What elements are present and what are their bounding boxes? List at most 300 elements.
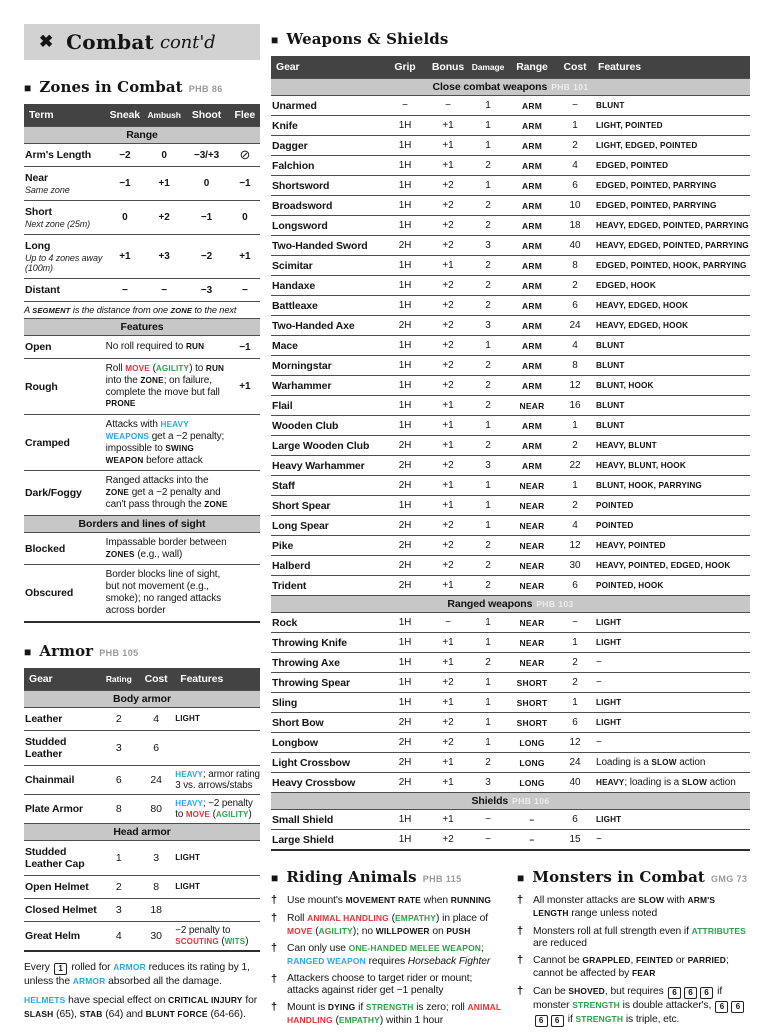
weapon-gear-cell: Two-Handed Axe <box>272 319 355 332</box>
zone-range-row <box>24 235 260 279</box>
zone-feature-mod: −1 <box>239 341 251 353</box>
weapon-range-cell: NEAR <box>519 520 545 531</box>
keyword: ZONE <box>105 488 130 498</box>
armor-gear-cell: Plate Armor <box>25 802 84 815</box>
weapon-bonus-cell: +2 <box>442 220 454 231</box>
keyword: ARMOR <box>113 961 146 972</box>
weapon-damage-cell: 1 <box>485 180 491 191</box>
keyword: HEAVY <box>175 798 204 808</box>
keyword: SLOW <box>638 895 665 905</box>
weapon-range-cell: NEAR <box>519 580 545 591</box>
keyword: EDGED, POINTED, HOOK, PARRYING <box>596 261 747 270</box>
weapon-row <box>271 673 750 693</box>
keyword: HEAVY, EDGED, POINTED, PARRYING <box>596 241 749 250</box>
keyword: RUNNING <box>450 895 492 905</box>
armor-gear-cell: Leather <box>25 712 63 725</box>
weapon-range-cell: ARM <box>522 260 542 271</box>
weapon-cost-cell: 40 <box>569 777 581 788</box>
weapon-bonus-cell: +2 <box>442 677 454 688</box>
weapon-range-cell: ARM <box>522 220 542 231</box>
weapon-range-cell: ARM <box>522 100 542 111</box>
weapon-damage-cell: 2 <box>485 260 491 271</box>
weapon-damage-cell: 2 <box>485 440 491 451</box>
section-square-icon: ■ <box>271 33 279 47</box>
weapons-col-gear: Gear <box>271 56 383 79</box>
riding-heading-text: Riding Animals <box>286 868 417 886</box>
weapon-cost-cell: 22 <box>569 460 581 471</box>
weapon-row <box>271 96 750 116</box>
weapon-range-cell: SHORT <box>516 697 548 708</box>
weapon-cost-cell: − <box>572 100 578 111</box>
weapon-cost-cell: 8 <box>572 360 578 371</box>
weapon-bonus-cell: +2 <box>442 717 454 728</box>
weapon-cost-cell: 4 <box>572 340 578 351</box>
keyword: LIGHT <box>596 618 622 627</box>
armor-subheader <box>24 690 260 707</box>
zone-modifier-cell: − <box>241 284 248 296</box>
zones-col-flee: Flee <box>230 104 260 127</box>
weapon-row <box>271 376 750 396</box>
weapon-bonus-cell: +2 <box>442 300 454 311</box>
armor-gear-cell: Studded Leather <box>25 735 67 760</box>
weapon-damage-cell: 1 <box>485 500 491 511</box>
weapon-row <box>271 713 750 733</box>
weapon-features-cell <box>593 713 750 733</box>
weapon-bonus-cell: +1 <box>442 697 454 708</box>
weapon-cost-cell: 2 <box>572 500 578 511</box>
weapon-bonus-cell: +2 <box>442 380 454 391</box>
zone-modifier-cell: 0 <box>161 149 167 161</box>
weapon-grip-cell: 2H <box>398 560 412 571</box>
bullet-text: Cannot be GRAPPLED, FEINTED or PARRIED; cannot be affected by FEAR <box>533 955 729 979</box>
weapon-bonus-cell: +1 <box>442 580 454 591</box>
armor-section-heading <box>24 642 260 660</box>
keyword: EMPATHY <box>394 912 437 923</box>
weapon-features-cell <box>593 116 750 136</box>
weapons-col-grip: Grip <box>383 56 427 79</box>
weapon-gear-cell: Longsword <box>272 219 328 232</box>
weapon-damage-cell: 2 <box>485 380 491 391</box>
bullet-item <box>517 894 750 920</box>
weapon-row <box>271 753 750 773</box>
armor-col-gear: Gear <box>24 668 101 691</box>
armor-gear-cell: Studded Leather Cap <box>25 845 85 870</box>
weapon-cost-cell: 6 <box>572 300 578 311</box>
zone-modifier-cell: − <box>161 284 168 296</box>
armor-header-row <box>24 668 260 691</box>
dagger-bullet-icon: † <box>271 894 278 906</box>
keyword: LIGHT, EDGED, POINTED <box>596 141 698 150</box>
page-title-suffix: cont'd <box>159 31 216 53</box>
weapon-grip-cell: 2H <box>398 460 412 471</box>
keyword: WITS <box>224 936 246 946</box>
keyword: RUN <box>205 364 225 373</box>
keyword: RANGED WEAPON <box>287 956 366 966</box>
keyword: RUN <box>185 342 205 352</box>
weapon-range-cell: NEAR <box>519 540 545 551</box>
weapon-damage-cell: 1 <box>485 340 491 351</box>
zones-heading-text: Zones in Combat <box>39 78 183 96</box>
keyword: BLUNT <box>596 361 625 370</box>
weapons-subheader-label: Shields <box>471 795 509 807</box>
riding-page-ref: PHB 115 <box>422 874 462 884</box>
keyword: AGILITY <box>215 809 249 819</box>
weapon-range-cell: NEAR <box>519 480 545 491</box>
weapon-gear-cell: Throwing Spear <box>272 676 350 689</box>
weapons-subheader-ref: PHB 103 <box>536 599 574 609</box>
weapon-cost-cell: 8 <box>572 260 578 271</box>
keyword: BLUNT <box>596 401 625 410</box>
weapon-range-cell: NEAR <box>519 617 545 628</box>
section-square-icon: ■ <box>24 81 32 95</box>
bullet-item <box>271 973 504 997</box>
weapon-features-cell <box>593 416 750 436</box>
dagger-bullet-icon: † <box>517 924 524 937</box>
weapons-col-cost: Cost <box>557 56 593 79</box>
armor-features-cell: −2 penalty to SCOUTING (WITS) <box>175 924 249 947</box>
weapon-grip-cell: 1H <box>398 380 412 391</box>
weapon-features-cell <box>593 536 750 556</box>
zone-feature-mod <box>230 415 260 471</box>
weapon-range-cell: NEAR <box>519 560 545 571</box>
armor-rating-cell: 2 <box>115 880 122 893</box>
bottom-sections <box>271 868 750 1032</box>
left-column <box>24 24 260 1032</box>
keyword: ANIMAL HANDLING <box>307 912 389 923</box>
monsters-section <box>517 868 750 1032</box>
keyword: BLUNT FORCE <box>145 1008 208 1019</box>
zone-term-cell <box>24 235 105 279</box>
weapons-col-features: Features <box>593 56 750 79</box>
weapons-subheader-label: Ranged weapons <box>447 598 533 610</box>
zone-term-cell <box>24 201 105 235</box>
no-flee-prohibited-icon: ⊘ <box>239 147 251 162</box>
weapon-damage-cell: 1 <box>485 100 491 111</box>
zone-modifier-cell: 0 <box>242 212 248 223</box>
keyword: HEAVY, EDGED, POINTED, PARRYING <box>596 221 749 230</box>
armor-table-head <box>24 668 260 691</box>
weapon-damage-cell: 3 <box>485 777 491 788</box>
zone-feature-mod: +1 <box>239 381 251 393</box>
right-column <box>271 24 750 1032</box>
weapon-row <box>271 496 750 516</box>
zones-table <box>24 104 260 623</box>
armor-table-body <box>24 690 260 951</box>
zones-range-subheader-label: Range <box>126 129 158 141</box>
zones-page-ref: PHB 86 <box>188 84 223 94</box>
zone-feature-row <box>24 565 260 622</box>
zone-feature-mod <box>230 565 260 622</box>
armor-features-cell <box>175 898 260 921</box>
armor-features-cell <box>175 875 260 898</box>
weapon-features-cell <box>593 436 750 456</box>
zones-borders-subheader-cell <box>24 515 260 532</box>
zones-range-subheader-cell <box>24 127 260 144</box>
weapons-subheader-ref: PHB 106 <box>512 796 550 806</box>
weapon-features-cell: − <box>596 677 602 688</box>
zone-modifier-cell: − <box>121 284 128 296</box>
weapon-gear-cell: Handaxe <box>272 279 316 292</box>
weapon-features-cell <box>593 376 750 396</box>
armor-notes <box>24 961 260 1022</box>
weapon-row <box>271 236 750 256</box>
weapons-table <box>271 56 750 851</box>
weapon-damage-cell: 2 <box>485 200 491 211</box>
keyword: HEAVY, POINTED, EDGED, HOOK <box>596 561 731 570</box>
keyword: MOVE <box>287 925 313 936</box>
armor-subheader-label: Head armor <box>113 825 171 838</box>
zone-modifier-cell: +1 <box>119 251 131 262</box>
armor-rating-cell: 3 <box>115 903 122 916</box>
weapon-grip-cell: 1H <box>398 360 412 371</box>
armor-col-rating: Rating <box>101 668 137 691</box>
weapon-range-cell: ARM <box>522 200 542 211</box>
weapon-gear-cell: Throwing Knife <box>272 636 348 649</box>
weapon-damage-cell: 2 <box>485 300 491 311</box>
weapon-features-cell <box>593 556 750 576</box>
zones-borders-subheader-label: Borders and lines of sight <box>78 517 206 530</box>
weapon-features-cell: HEAVY; loading is a SLOW action <box>596 777 736 788</box>
keyword: HEAVY, BLUNT, HOOK <box>596 461 686 470</box>
weapon-features-cell <box>593 176 750 196</box>
weapon-bonus-cell: +2 <box>442 540 454 551</box>
keyword: BLUNT <box>596 421 625 430</box>
monsters-section-heading <box>517 868 750 886</box>
weapon-bonus-cell: +2 <box>442 340 454 351</box>
weapon-gear-cell: Sling <box>272 696 298 709</box>
armor-rating-cell: 6 <box>115 773 122 786</box>
weapon-range-cell: − <box>529 814 535 825</box>
weapon-row <box>271 456 750 476</box>
weapon-grip-cell: 2H <box>398 757 412 768</box>
weapons-header-row <box>271 56 750 79</box>
weapon-cost-cell: 15 <box>569 834 581 845</box>
keyword: MOVE <box>185 809 211 819</box>
keyword: BLUNT, HOOK, PARRYING <box>596 481 702 490</box>
armor-row <box>24 921 260 951</box>
weapon-range-cell: ARM <box>522 320 542 331</box>
weapon-row <box>271 396 750 416</box>
zone-term-name: Short <box>25 206 52 218</box>
weapon-range-cell: ARM <box>522 180 542 191</box>
keyword: BLUNT <box>596 341 625 350</box>
keyword: STRENGTH <box>365 1002 414 1012</box>
zone-feature-desc: Impassable border between ZONES (e.g., wall) <box>105 536 227 560</box>
keyword: LIGHT <box>596 638 622 647</box>
weapon-cost-cell: 24 <box>569 757 581 768</box>
zone-feature-row <box>24 471 260 515</box>
keyword: WILLPOWER <box>375 925 430 936</box>
weapon-bonus-cell: +1 <box>442 657 454 668</box>
zone-feature-term: Cramped <box>25 436 70 449</box>
zone-term-sub: Same zone <box>25 185 70 195</box>
weapon-row <box>271 576 750 596</box>
weapon-grip-cell: − <box>402 100 408 111</box>
keyword: ARM'S LENGTH <box>533 895 716 918</box>
weapon-cost-cell: 12 <box>569 737 581 748</box>
weapon-gear-cell: Large Shield <box>272 833 334 846</box>
weapon-grip-cell: 1H <box>398 637 412 648</box>
weapon-cost-cell: 12 <box>569 380 581 391</box>
zone-modifier-cell: +1 <box>158 178 170 189</box>
weapon-grip-cell: 2H <box>398 520 412 531</box>
zones-table-body <box>24 127 260 622</box>
zone-modifier-cell: 0 <box>122 212 128 223</box>
weapon-grip-cell: 2H <box>398 480 412 491</box>
weapon-bonus-cell: +2 <box>442 460 454 471</box>
weapon-gear-cell: Throwing Axe <box>272 656 340 669</box>
keyword: ZONE <box>140 375 164 385</box>
keyword: LIGHT <box>596 815 622 824</box>
weapon-range-cell: ARM <box>522 420 542 431</box>
keyword: HEAVY, POINTED <box>596 541 666 550</box>
weapon-bonus-cell: +1 <box>442 400 454 411</box>
armor-col-cost: Cost <box>137 668 175 691</box>
zones-table-head <box>24 104 260 127</box>
zone-feature-desc: Ranged attacks into the ZONE get a −2 penalty and can't pass through the ZONE <box>105 475 228 510</box>
weapon-row <box>271 693 750 713</box>
bullet-text: Monsters roll at full strength even if ATTRIBUTES are reduced <box>533 925 746 949</box>
keyword: LIGHT <box>596 698 622 707</box>
weapon-range-cell: ARM <box>522 140 542 151</box>
weapon-features-cell <box>593 693 750 713</box>
keyword: AGILITY <box>155 364 190 373</box>
weapon-gear-cell: Staff <box>272 479 295 492</box>
weapon-bonus-cell: +2 <box>442 280 454 291</box>
weapon-features-cell <box>593 516 750 536</box>
weapon-damage-cell: 1 <box>485 637 491 648</box>
weapon-bonus-cell: +2 <box>442 360 454 371</box>
zone-modifier-cell: −3/+3 <box>193 149 220 161</box>
weapon-range-cell: LONG <box>519 737 545 748</box>
keyword: HEAVY, EDGED, HOOK <box>596 321 689 330</box>
weapon-gear-cell: Dagger <box>272 139 308 152</box>
segment-note-cell: A SEGMENT is the distance from one ZONE to the next <box>24 305 237 315</box>
keyword: EDGED, POINTED, PARRYING <box>596 181 717 190</box>
weapon-cost-cell: 6 <box>572 580 578 591</box>
weapon-row <box>271 116 750 136</box>
weapons-subheader-cell <box>271 793 750 810</box>
weapon-range-cell: ARM <box>522 340 542 351</box>
weapon-gear-cell: Light Crossbow <box>272 756 350 769</box>
zones-header-row <box>24 104 260 127</box>
keyword: CRITICAL INJURY <box>168 995 243 1006</box>
weapons-col-damage: Damage <box>469 56 507 79</box>
keyword: PARRIED <box>687 955 727 965</box>
keyword: SLOW <box>651 758 677 767</box>
weapon-gear-cell: Morningstar <box>272 359 332 372</box>
keyword: EDGED, POINTED, PARRYING <box>596 201 717 210</box>
weapon-range-cell: ARM <box>522 240 542 251</box>
weapon-gear-cell: Falchion <box>272 159 315 172</box>
armor-subheader-cell <box>24 823 260 840</box>
weapons-table-head <box>271 56 750 79</box>
italic-text: Horseback Fighter <box>407 956 491 967</box>
zone-feature-row <box>24 336 260 359</box>
weapon-range-cell: LONG <box>519 777 545 788</box>
weapon-grip-cell: 1H <box>398 280 412 291</box>
zone-feature-row <box>24 415 260 471</box>
zones-col-shoot: Shoot <box>183 104 229 127</box>
keyword: EMPATHY <box>338 1015 380 1025</box>
armor-note: Every 1 rolled for ARMOR reduces its rating by 1, unless the ARMOR absorbed all the damage. <box>24 961 250 987</box>
weapon-damage-cell: 1 <box>485 520 491 531</box>
weapon-features-cell <box>593 316 750 336</box>
keyword: STRENGTH <box>575 1013 624 1024</box>
weapon-grip-cell: 2H <box>398 777 412 788</box>
weapon-grip-cell: 1H <box>398 834 412 845</box>
weapon-damage-cell: 1 <box>485 120 491 131</box>
armor-rating-cell: 4 <box>115 929 122 942</box>
keyword: STAB <box>79 1008 103 1019</box>
die-6-icon: 6 <box>715 1001 728 1013</box>
weapon-damage-cell: − <box>485 834 491 845</box>
weapon-row <box>271 476 750 496</box>
bullet-item <box>517 925 750 950</box>
keyword: HEAVY <box>596 778 625 787</box>
weapon-bonus-cell: +2 <box>442 520 454 531</box>
weapon-gear-cell: Rock <box>272 616 298 629</box>
keyword: EDGED, HOOK <box>596 281 656 290</box>
weapon-range-cell: − <box>529 834 535 845</box>
keyword: ARMOR <box>72 975 106 986</box>
weapon-gear-cell: Long Spear <box>272 519 329 532</box>
weapon-bonus-cell: +2 <box>442 180 454 191</box>
weapon-gear-cell: Large Wooden Club <box>272 439 370 452</box>
armor-rating-cell: 3 <box>115 741 122 754</box>
zones-col-term: Term <box>24 104 105 127</box>
armor-row <box>24 730 260 765</box>
zone-range-row <box>24 144 260 167</box>
weapon-grip-cell: 2H <box>398 440 412 451</box>
armor-cost-cell: 24 <box>150 773 162 786</box>
weapon-grip-cell: 1H <box>398 140 412 151</box>
monsters-list <box>517 894 750 1027</box>
weapon-cost-cell: 18 <box>569 220 581 231</box>
zones-range-subheader <box>24 127 260 144</box>
weapon-cost-cell: 16 <box>569 400 581 411</box>
weapon-range-cell: ARM <box>522 460 542 471</box>
weapon-grip-cell: 2H <box>398 737 412 748</box>
armor-note: HELMETS have special effect on CRITICAL INJURY for SLASH (65), STAB (64) and BLUNT FORCE (64-66). <box>24 995 258 1020</box>
weapon-range-cell: ARM <box>522 440 542 451</box>
armor-subheader-label: Body armor <box>113 692 171 705</box>
weapon-gear-cell: Small Shield <box>272 813 334 826</box>
weapon-damage-cell: 2 <box>485 657 491 668</box>
weapon-row <box>271 136 750 156</box>
weapon-cost-cell: − <box>572 617 578 628</box>
keyword: GRAPPLED <box>582 955 631 965</box>
zone-modifier-cell: +2 <box>158 212 170 223</box>
keyword: PUSH <box>446 925 471 936</box>
weapon-features-cell <box>593 496 750 516</box>
page-title <box>24 24 260 60</box>
bullet-item <box>271 942 504 968</box>
weapon-cost-cell: 2 <box>572 440 578 451</box>
weapon-range-cell: ARM <box>522 380 542 391</box>
weapon-range-cell: NEAR <box>519 637 545 648</box>
armor-features-cell: HEAVY; armor rating 3 vs. arrows/stabs <box>175 768 260 791</box>
zone-term-sub: Up to 4 zones away (100m) <box>25 253 103 273</box>
weapon-row <box>271 516 750 536</box>
keyword: SCOUTING <box>175 936 219 946</box>
weapon-row <box>271 436 750 456</box>
keyword: BLUNT, HOOK <box>596 381 654 390</box>
weapon-gear-cell: Short Spear <box>272 499 331 512</box>
die-6-icon: 6 <box>535 1015 548 1027</box>
armor-features-cell <box>175 840 260 875</box>
weapon-row <box>271 276 750 296</box>
